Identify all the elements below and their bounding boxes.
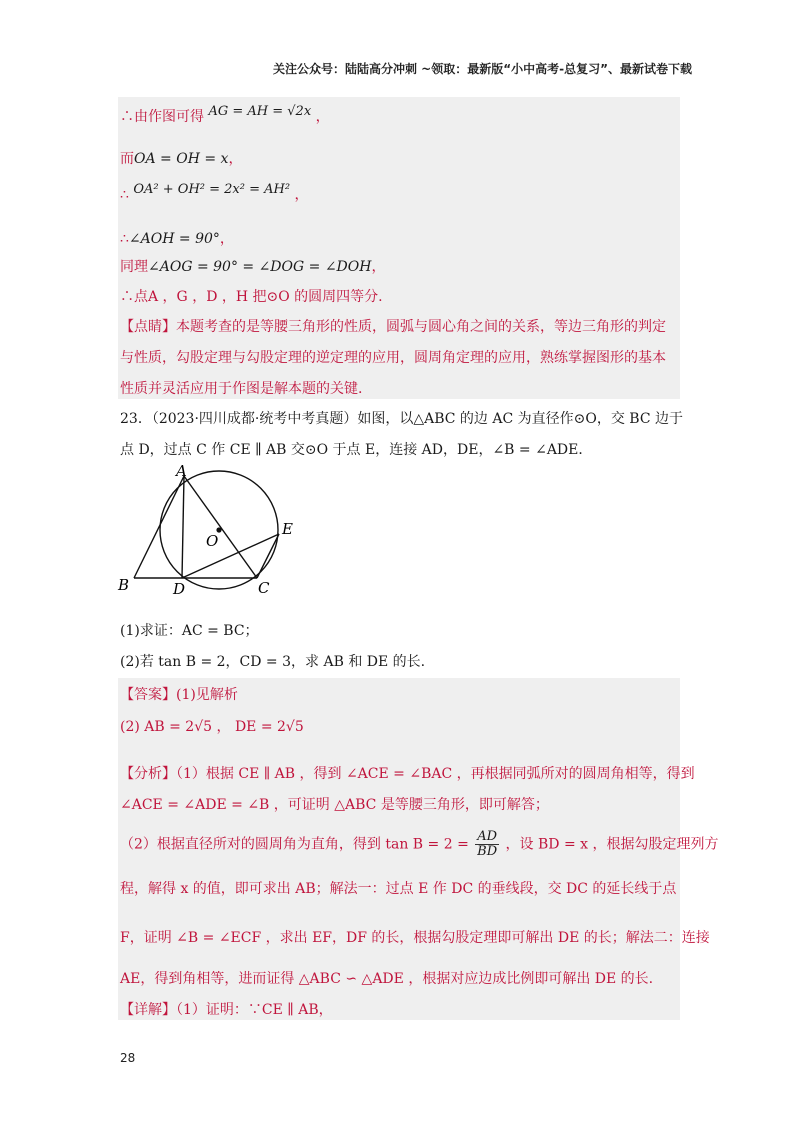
answer-line-2: (2) AB = 2√5 ， DE = 2√5	[120, 719, 304, 735]
solution-line-2: 而OA = OH = x，	[120, 151, 243, 167]
solution-line-5: 同理∠AOG = 90° = ∠DOG = ∠DOH，	[120, 259, 386, 275]
analysis-line-4: 程，解得 x 的值，即可求出 AB；解法一：过点 E 作 DC 的垂线段，交 DC 的延长线于点	[120, 881, 677, 897]
analysis-line-2: ∠ACE = ∠ADE = ∠B ，可证明 △ABC 是等腰三角形，即可解答；	[120, 797, 549, 813]
comment-line-1: 【点睛】本题考查的是等腰三角形的性质，圆弧与圆心角之间的关系，等边三角形的判定	[120, 319, 666, 335]
problem-line-2: 点 D，过点 C 作 CE ∥ AB 交⊙O 于点 E，连接 AD，DE，∠B = ∠ADE．	[120, 442, 593, 458]
solution-line-1: ∴由作图可得 AG = AH = √2x ，	[120, 104, 330, 125]
solution-line-6: ∴点A ，G ，D ，H 把⊙O 的圆周四等分.	[120, 289, 383, 305]
analysis-line-1: 【分析】（1）根据 CE ∥ AB ，得到 ∠ACE = ∠BAC ，再根据同弧所对的圆周角相等，得到	[120, 766, 695, 782]
segment-ab	[134, 476, 184, 578]
label-d: D	[173, 580, 186, 598]
label-c: C	[258, 579, 270, 597]
analysis-line-5: F，证明 ∠B = ∠ECF ，求出 EF，DF 的长，根据勾股定理即可解出 DE 的长；解法二：连接	[120, 930, 710, 946]
segment-ad	[182, 476, 184, 578]
segment-ce	[257, 534, 279, 578]
label-e: E	[282, 520, 293, 538]
answer-line-1: 【答案】(1)见解析	[120, 687, 238, 703]
detail-line-1: 【详解】（1）证明：∵CE ∥ AB，	[120, 1002, 333, 1018]
page-header: 关注公众号：陆陆高分冲刺 ~领取：最新版“小中高考-总复习”、最新试卷下载	[273, 62, 692, 76]
fraction-ad-bd: $\frac{AD}{BD}$	[477, 829, 498, 859]
problem-line-1: 23．（2023·四川成都·统考中考真题）如图，以△ABC 的边 AC 为直径作⊙O，交 BC 边于	[120, 411, 684, 427]
solution-line-4: ∴∠AOH = 90°，	[120, 231, 234, 247]
label-a: A	[176, 462, 187, 480]
analysis-line-3: （2）根据直径所对的圆周角为直角，得到 tan B = 2 = $\frac{AD}{BD}$ ，设 BD = x ，根据勾股定理列方	[120, 829, 719, 859]
solution-line-3: ∴ OA² + OH² = 2x² = AH² ，	[120, 182, 309, 203]
question-1: (1)求证：AC = BC；	[120, 623, 259, 639]
label-o: O	[206, 532, 219, 550]
question-2: (2)若 tan B = 2，CD = 3，求 AB 和 DE 的长.	[120, 654, 426, 670]
comment-line-2: 与性质，勾股定理与勾股定理的逆定理的应用，圆周角定理的应用，熟练掌握图形的基本	[120, 350, 666, 366]
page-number: 28	[120, 1051, 136, 1065]
geometry-figure	[112, 462, 312, 606]
comment-line-3: 性质并灵活应用于作图是解本题的关键.	[120, 381, 363, 397]
segment-ac	[184, 476, 257, 578]
analysis-line-6: AE，得到角相等，进而证得 △ABC ∽ △ADE ，根据对应边成比例即可解出 DE 的长.	[120, 971, 654, 987]
circle-diagram	[112, 462, 312, 602]
label-b: B	[118, 576, 130, 594]
